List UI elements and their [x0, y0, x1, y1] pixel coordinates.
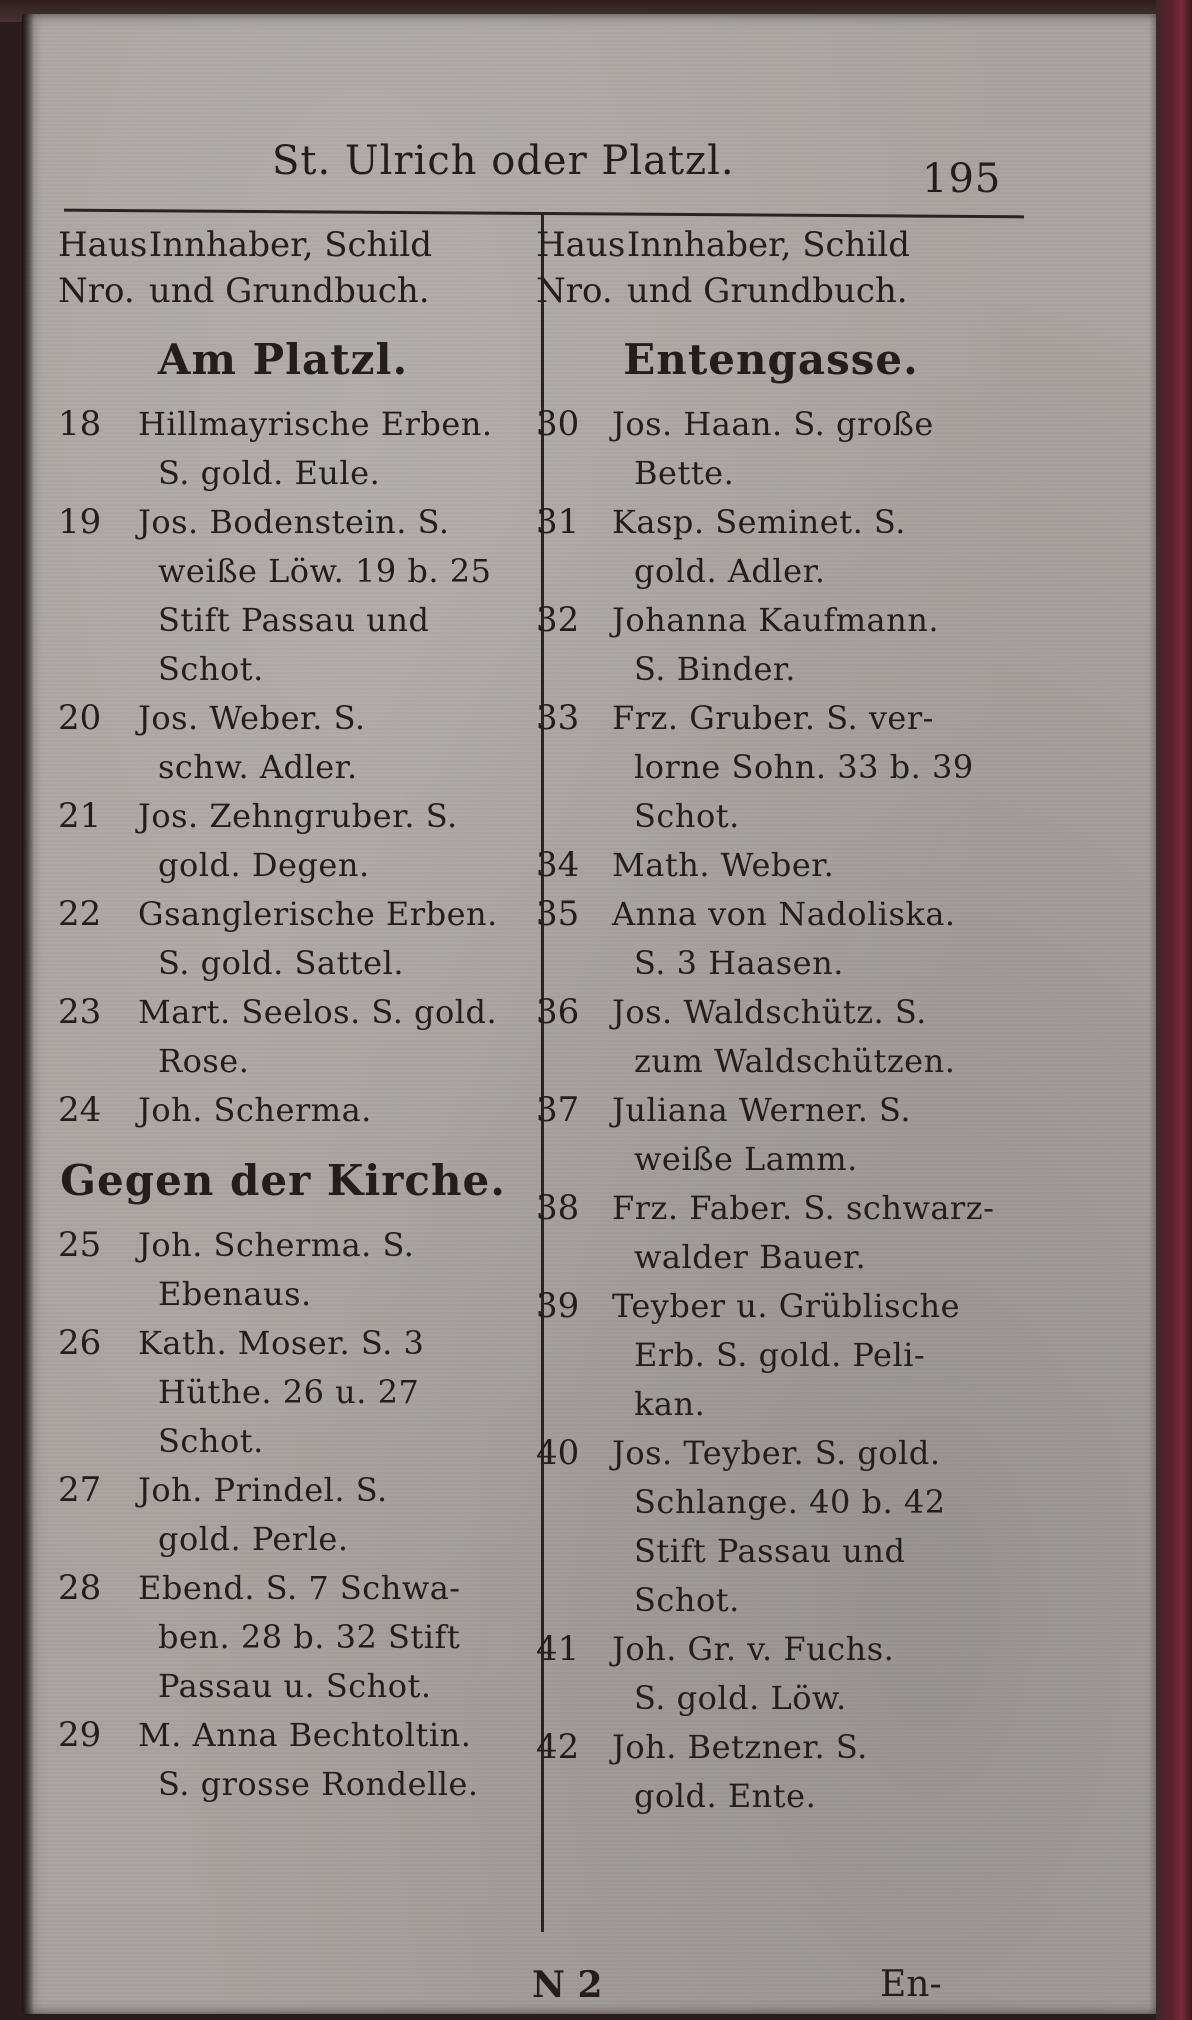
owner-sign-text-continued: S. gold. Eule.	[158, 454, 381, 492]
house-entry	[536, 841, 1006, 890]
house-number: 27	[58, 1470, 102, 1510]
owner-sign-text: Math. Weber.	[612, 846, 835, 884]
owner-sign-text-continued: S. 3 Haasen.	[634, 944, 844, 982]
house-entry	[536, 1723, 1006, 1821]
owner-sign-text: Jos. Bodenstein. S.	[138, 503, 450, 541]
house-entry	[58, 1086, 528, 1135]
column-header-line-1	[58, 222, 528, 268]
house-number: 29	[58, 1715, 102, 1755]
house-entry	[536, 988, 1006, 1086]
owner-sign-text-continued: ben. 28 b. 32 Stift	[158, 1618, 461, 1656]
owner-sign-text-continued: weiße Lamm.	[634, 1140, 858, 1178]
owner-sign-text: Joh. Prindel. S.	[138, 1471, 388, 1509]
house-entry	[536, 1625, 1006, 1723]
page-gutter-shadow	[22, 14, 34, 2014]
owner-sign-text: Jos. Haan. S. große	[612, 405, 934, 443]
owner-sign-text-continued: gold. Ente.	[634, 1777, 817, 1815]
page-number: 195	[922, 156, 1002, 202]
owner-sign-text: Johanna Kaufmann.	[612, 601, 939, 639]
house-number: 39	[536, 1286, 580, 1326]
house-entry	[536, 1086, 1006, 1184]
header-rule	[64, 209, 1024, 219]
owner-sign-text: Jos. Zehngruber. S.	[138, 797, 458, 835]
owner-sign-text-continued: Erb. S. gold. Peli-	[634, 1336, 926, 1374]
owner-sign-text: Joh. Scherma.	[138, 1091, 372, 1129]
owner-sign-text: M. Anna Bechtoltin.	[138, 1716, 472, 1754]
house-number: 24	[58, 1090, 102, 1130]
house-number: 19	[58, 502, 102, 542]
owner-sign-text-continued: Schot.	[634, 1581, 740, 1619]
house-entry	[536, 498, 1006, 596]
owner-sign-text: Ebend. S. 7 Schwa-	[138, 1569, 461, 1607]
house-entry	[536, 1184, 1006, 1282]
house-number: 21	[58, 796, 102, 836]
owner-sign-text: Anna von Nadoliska.	[612, 895, 956, 933]
house-number: 30	[536, 404, 580, 444]
section-heading-gegen-der-kirche: Gegen der Kirche.	[60, 1156, 506, 1205]
book-page	[22, 14, 1156, 2014]
owner-sign-text-continued: gold. Perle.	[158, 1520, 349, 1558]
owner-sign-text-continued: gold. Degen.	[158, 846, 370, 884]
house-entry	[58, 1466, 528, 1564]
owner-sign-text-continued: gold. Adler.	[634, 552, 826, 590]
owner-sign-text: Gsanglerische Erben.	[138, 895, 498, 933]
header-grundbuch: und Grundbuch.	[626, 271, 908, 311]
owner-sign-text-continued: Passau u. Schot.	[158, 1667, 432, 1705]
house-entry	[58, 1319, 528, 1466]
header-innhaber: Innhaber, Schild	[148, 225, 432, 265]
house-number: 37	[536, 1090, 580, 1130]
owner-sign-text: Frz. Faber. S. schwarz-	[612, 1189, 995, 1227]
owner-sign-text-continued: Stift Passau und	[158, 601, 430, 639]
left-column	[58, 222, 528, 1809]
column-header-line-2	[536, 268, 1006, 314]
house-number: 34	[536, 845, 580, 885]
house-number: 35	[536, 894, 580, 934]
owner-sign-text: Jos. Weber. S.	[138, 699, 366, 737]
owner-sign-text-continued: S. gold. Löw.	[634, 1679, 847, 1717]
house-entry	[58, 1564, 528, 1711]
owner-sign-text: Joh. Gr. v. Fuchs.	[612, 1630, 895, 1668]
left-entries-group-2	[58, 1221, 528, 1809]
house-entry	[58, 498, 528, 694]
header-innhaber: Innhaber, Schild	[626, 225, 910, 265]
owner-sign-text-continued: zum Waldschützen.	[634, 1042, 956, 1080]
catchword: En-	[880, 1964, 942, 2005]
house-number: 33	[536, 698, 580, 738]
header-haus: Haus	[536, 225, 626, 265]
owner-sign-text: Joh. Betzner. S.	[612, 1728, 868, 1766]
house-entry	[536, 596, 1006, 694]
house-entry	[536, 1282, 1006, 1429]
house-entry	[58, 792, 528, 890]
owner-sign-text-continued: S. Binder.	[634, 650, 796, 688]
house-number: 36	[536, 992, 580, 1032]
right-column	[536, 222, 1006, 1821]
owner-sign-text-continued: Schot.	[158, 1422, 264, 1460]
house-number: 23	[58, 992, 102, 1032]
owner-sign-text-continued: Rose.	[158, 1042, 250, 1080]
house-entry	[536, 694, 1006, 841]
owner-sign-text-continued: Stift Passau und	[634, 1532, 906, 1570]
owner-sign-text-continued: S. gold. Sattel.	[158, 944, 404, 982]
house-entry	[536, 1429, 1006, 1625]
house-entry	[58, 400, 528, 498]
owner-sign-text-continued: Schlange. 40 b. 42	[634, 1483, 946, 1521]
section-heading-am-platzl: Am Platzl.	[157, 335, 409, 384]
header-grundbuch: und Grundbuch.	[148, 271, 430, 311]
running-title: St. Ulrich oder Platzl.	[272, 138, 735, 184]
book-cover-edge	[1156, 0, 1192, 2020]
house-number: 42	[536, 1727, 580, 1767]
house-number: 28	[58, 1568, 102, 1608]
owner-sign-text: Teyber u. Grüblische	[612, 1287, 961, 1325]
owner-sign-text: Joh. Scherma. S.	[138, 1226, 415, 1264]
house-number: 41	[536, 1629, 580, 1669]
house-number: 20	[58, 698, 102, 738]
house-number: 26	[58, 1323, 102, 1363]
house-entry	[58, 694, 528, 792]
owner-sign-text-continued: Ebenaus.	[158, 1275, 312, 1313]
owner-sign-text-continued: Schot.	[634, 797, 740, 835]
house-number: 32	[536, 600, 580, 640]
house-entry	[536, 400, 1006, 498]
house-number: 18	[58, 404, 102, 444]
owner-sign-text-continued: kan.	[634, 1385, 706, 1423]
house-number: 22	[58, 894, 102, 934]
right-entries-group-1	[536, 400, 1006, 1821]
owner-sign-text: Jos. Waldschütz. S.	[612, 993, 927, 1031]
house-number: 40	[536, 1433, 580, 1473]
column-header-line-2	[58, 268, 528, 314]
owner-sign-text-continued: Hüthe. 26 u. 27	[158, 1373, 420, 1411]
house-number: 31	[536, 502, 580, 542]
header-nro: Nro.	[58, 271, 135, 311]
owner-sign-text: Juliana Werner. S.	[612, 1091, 911, 1129]
house-number: 38	[536, 1188, 580, 1228]
owner-sign-text-continued: walder Bauer.	[634, 1238, 867, 1276]
signature-mark: N 2	[532, 1964, 603, 2006]
owner-sign-text: Kasp. Seminet. S.	[612, 503, 906, 541]
owner-sign-text: Hillmayrische Erben.	[138, 405, 493, 443]
house-number: 25	[58, 1225, 102, 1265]
header-haus: Haus	[58, 225, 148, 265]
house-entry	[58, 1221, 528, 1319]
column-header-line-1	[536, 222, 1006, 268]
owner-sign-text: Mart. Seelos. S. gold.	[138, 993, 498, 1031]
owner-sign-text-continued: Bette.	[634, 454, 735, 492]
house-entry	[58, 1711, 528, 1809]
owner-sign-text: Kath. Moser. S. 3	[138, 1324, 425, 1362]
header-nro: Nro.	[536, 271, 613, 311]
owner-sign-text-continued: Schot.	[158, 650, 264, 688]
house-entry	[58, 890, 528, 988]
house-entry	[58, 988, 528, 1086]
section-heading-entengasse: Entengasse.	[623, 335, 919, 384]
owner-sign-text: Jos. Teyber. S. gold.	[612, 1434, 941, 1472]
owner-sign-text-continued: schw. Adler.	[158, 748, 358, 786]
owner-sign-text-continued: S. grosse Rondelle.	[158, 1765, 479, 1803]
owner-sign-text-continued: weiße Löw. 19 b. 25	[158, 552, 492, 590]
left-entries-group-1	[58, 400, 528, 1135]
owner-sign-text: Frz. Gruber. S. ver-	[612, 699, 934, 737]
house-entry	[536, 890, 1006, 988]
owner-sign-text-continued: lorne Sohn. 33 b. 39	[634, 748, 974, 786]
